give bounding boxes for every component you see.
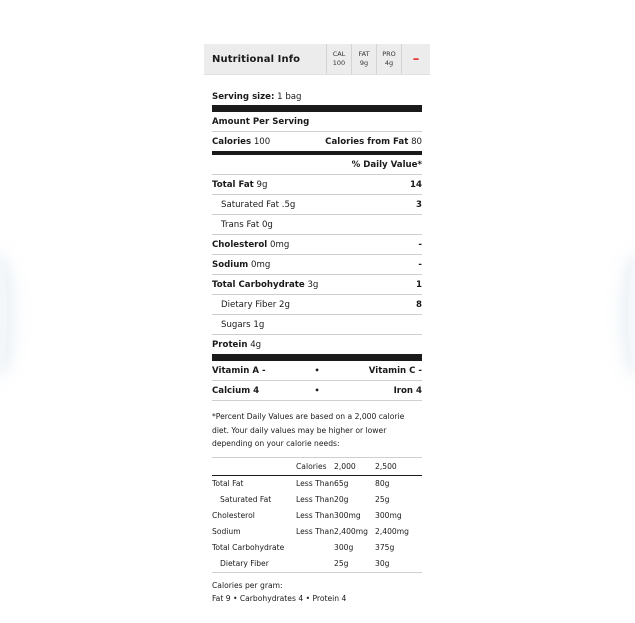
stat-calories-value: 100: [332, 59, 346, 67]
edge-glow-left: [0, 260, 7, 370]
nutrient-row-protein: Protein 4g: [212, 339, 262, 350]
divider-thick: [212, 105, 422, 112]
calories-row: [212, 132, 422, 151]
vitamin-row-2: [212, 381, 422, 401]
nutrition-title: Nutritional Info: [212, 53, 301, 65]
stat-fat: [351, 44, 376, 74]
calories-label: Calories: [212, 136, 252, 147]
serving-size-label: Serving size:: [212, 92, 275, 102]
dv-table-row: Cholesterol Less Than 300mg 300mg: [212, 511, 402, 520]
nutrient-row-sugars: Sugars 1g: [212, 315, 422, 335]
collapse-button[interactable]: [401, 44, 430, 74]
serving-size-row: [212, 89, 422, 105]
nutrition-panel: [204, 44, 430, 605]
bullet-separator: •: [314, 386, 320, 395]
nutrient-row-dietary-fiber: Dietary Fiber 2g 8: [212, 295, 422, 315]
nutrient-row-sodium: Sodium 0mg -: [212, 255, 422, 275]
calories-value: 100: [253, 136, 271, 147]
iron: Iron 4: [393, 385, 422, 396]
nutrient-row-trans-fat: Trans Fat 0g: [212, 215, 422, 235]
vitamin-row-1: [212, 361, 422, 381]
calories-from-fat-value: 80: [411, 136, 422, 147]
serving-size-value: 1 bag: [277, 92, 302, 102]
dv-table-row: Total Fat Less Than 65g 80g: [212, 479, 390, 488]
minus-icon: –: [412, 51, 420, 67]
stat-calories: [326, 44, 351, 74]
dv-table-row: Saturated Fat Less Than 20g 25g: [220, 495, 390, 504]
divider-thick: [212, 354, 422, 361]
nutrient-row-saturated-fat: Saturated Fat .5g 3: [212, 195, 422, 215]
dv-table-row: Dietary Fiber 25g 30g: [212, 556, 422, 573]
nutrient-row-total-carbohydrate: Total Carbohydrate 3g 1: [212, 275, 422, 295]
nutrient-row-total-fat: Total Fat 9g 14: [212, 175, 422, 195]
stat-calories-label: CAL: [332, 50, 346, 58]
nutrient-row-cholesterol: Cholesterol 0mg -: [212, 235, 422, 255]
calories-per-gram-values: Fat 9 • Carbohydrates 4 • Protein 4: [212, 593, 347, 603]
daily-value-footnote: *Percent Daily Values are based on a 2,000 calorie diet. Your daily values may be higher or lower depending on your calorie needs:: [212, 401, 422, 458]
vitamin-c: Vitamin C -: [368, 365, 422, 376]
stat-protein: [376, 44, 401, 74]
calories-per-gram: [212, 573, 422, 605]
edge-glow-right: [628, 260, 635, 370]
vitamin-a: Vitamin A -: [212, 365, 266, 376]
dv-table-header: Calories 2,000 2,500: [212, 458, 422, 476]
dv-table-row: Sodium Less Than 2,400mg 2,400mg: [212, 527, 409, 536]
calcium: Calcium 4: [212, 385, 260, 396]
calories-per-gram-label: Calories per gram:: [212, 580, 283, 590]
nutrition-facts: [204, 75, 430, 605]
amount-per-serving: Amount Per Serving: [212, 112, 422, 132]
stat-protein-label: PRO: [382, 50, 396, 58]
bullet-separator: •: [314, 366, 320, 375]
stat-fat-value: 9g: [359, 59, 369, 67]
dv-table-row: Total Carbohydrate 300g 375g: [212, 543, 395, 552]
daily-value-header: % Daily Value*: [212, 155, 422, 175]
daily-value-table: [212, 458, 422, 573]
nutrition-header: [204, 44, 430, 75]
stat-fat-label: FAT: [358, 50, 370, 58]
calories-from-fat-label: Calories from Fat: [325, 136, 409, 147]
stat-protein-value: 4g: [384, 59, 394, 67]
